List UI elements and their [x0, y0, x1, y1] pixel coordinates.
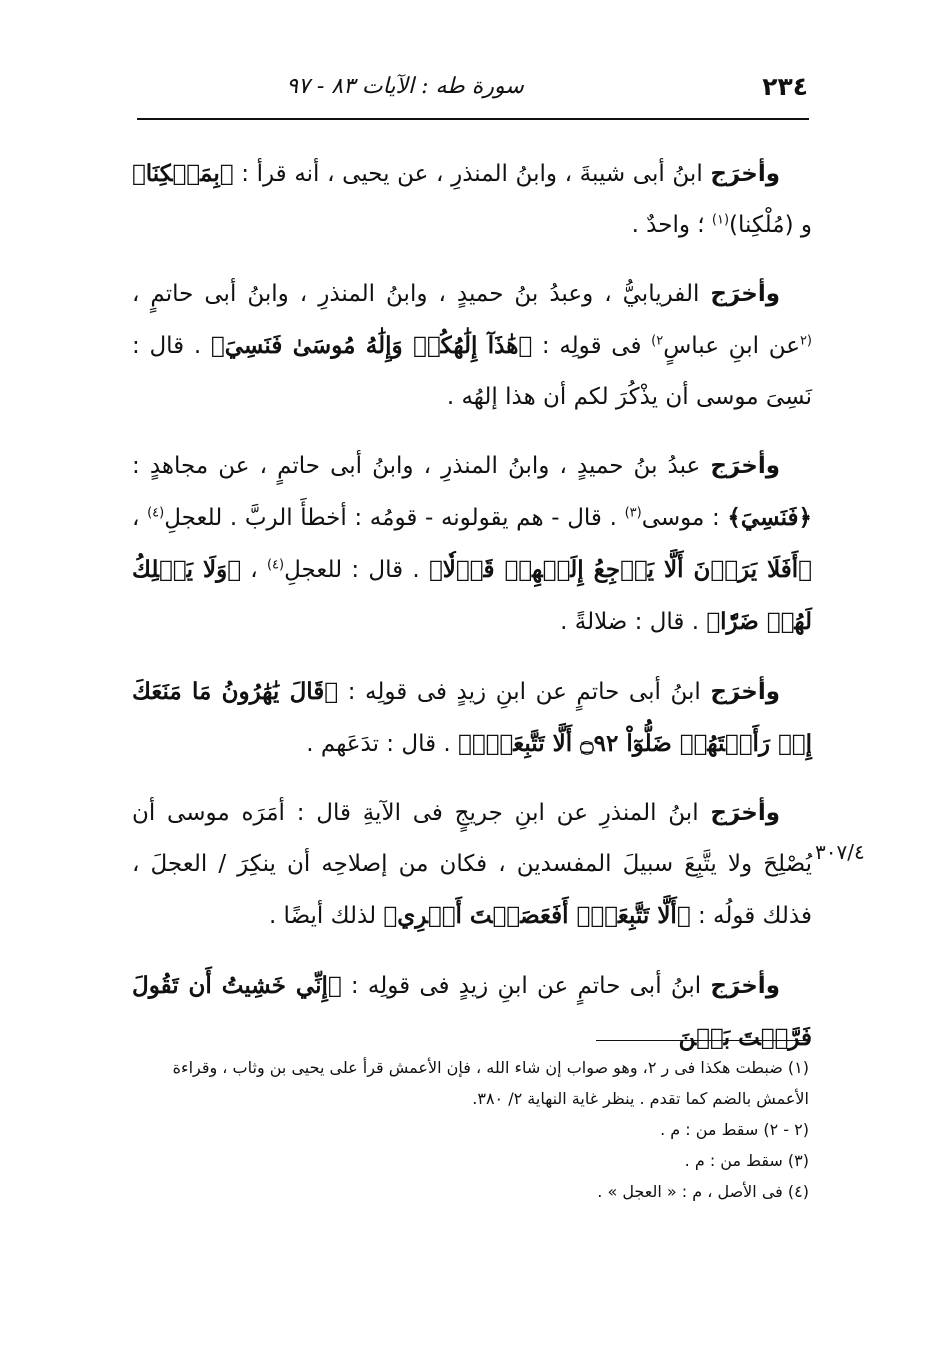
paragraph-6 [132, 960, 812, 1064]
paragraph-text: ، [132, 505, 148, 531]
footnote-2: (٢ - ٢) سقط من : م . [660, 1120, 809, 1139]
paragraph-lead: وأخرَج [710, 281, 780, 307]
footnote-1: (١) ضبطت هكذا فى ر ٢، وهو صواب إن شاء الله ، فإن الأعمش قرأ على يحيى بن وثاب ، وقراءة الأعمش بالضم كما تقدم . ينظر غاية النهاية ٢/ ٣٨٠. [172, 1058, 809, 1108]
quran-verse: ﴿أَفَلَا يَرَوۡنَ أَلَّا يَرۡجِعُ إِلَيۡهِمۡ قَوۡلٗا﴾ [428, 556, 812, 583]
paragraph-text: عبدُ بنُ حميدٍ ، وابنُ المنذرِ ، وابنُ أبى حاتمٍ ، عن مجاهدٍ : [132, 453, 711, 479]
paragraph-text: فى قولِه : [532, 333, 652, 359]
paragraph-lead: وأخرَج [710, 679, 780, 705]
paragraph-text: . قال : نَسِىَ موسى أن يذْكُرَ لكم أن هذا إلهُه . [132, 333, 812, 410]
paragraph-text: . قال : تدَعَهم . [306, 731, 459, 757]
page-header [135, 72, 808, 112]
quran-verse: ﴿إِنِّي خَشِيتُ أَن تَقُولَ فَرَّقۡتَ بَيۡنَ [132, 972, 812, 1051]
paragraph-2 [132, 269, 812, 423]
paragraph-text: . قال : للعجلِ [284, 557, 429, 583]
footnote-marker: (٤) [266, 557, 285, 573]
footnote-marker: (١) [711, 212, 730, 228]
footnote-4: (٤) فى الأصل ، م : « العجل » . [597, 1182, 809, 1201]
paragraph-text: عن ابنِ عباسٍ [663, 333, 800, 359]
paragraph-text: ابنُ أبى حاتمٍ عن ابنِ زيدٍ فى قولِه : [341, 973, 711, 999]
footnote-marker: ٢) [651, 333, 664, 349]
paragraph-text: ابنُ أبى حاتمٍ عن ابنِ زيدٍ فى قولِه : [338, 679, 711, 705]
paragraph-text: . قال - هم يقولونه - قومُه : أخطأَ الربَّ . للعجلِ [164, 505, 625, 531]
paragraph-5 [132, 788, 812, 942]
quran-verse: ﴿وَلَا يَمۡلِكُ لَهُمۡ ضَرّٗا﴾ [132, 556, 812, 635]
paragraph-text: ، [241, 557, 267, 583]
footnote-marker: (٣) [624, 505, 642, 521]
footnotes [133, 1052, 809, 1207]
footnote-marker: (٤) [147, 505, 165, 521]
paragraph-lead: وأخرَج [710, 973, 780, 999]
quran-verse: ﴿بِمَلۡكِنَا﴾ [132, 160, 234, 187]
paragraph-text: الفريابيُّ ، وعبدُ بنُ حميدٍ ، وابنُ المنذرِ ، وابنُ أبى حاتمٍ ، [132, 281, 711, 307]
main-text [132, 148, 812, 1082]
quran-verse: ﴿هَٰذَآ إِلَٰهُكُمۡ وَإِلَٰهُ مُوسَىٰ فَنَسِيَ﴾ [210, 332, 533, 359]
page-number: ٢٣٤ [762, 72, 808, 101]
paragraph-text: ابنُ المنذرِ عن ابنِ جريجٍ فى الآيةِ قال : أمَرَه موسى أن يُصْلِحَ ولا يتَّبِعَ سبيلَ المفسدين ، فكان من إصلاحِه أن ينكِرَ / العجلَ ، فذلك قولُه : [132, 800, 812, 929]
paragraph-lead: وأخرَج [710, 161, 780, 187]
paragraph-text: ابنُ أبى شيبةَ ، وابنُ المنذرِ ، عن يحيى ، أنه قرأ : [233, 161, 711, 187]
paragraph-text: : موسى [641, 505, 728, 531]
quran-verse: ﴿أَلَّا تَتَّبِعَنِۖ أَفَعَصَيۡتَ أَمۡرِي﴾ [383, 902, 691, 929]
paragraph-text: و (مُلْكِنا) [729, 212, 812, 238]
quran-verse: ﴿فَنَسِيَ﴾ [727, 504, 812, 531]
margin-reference: ٣٠٧/٤ [815, 840, 865, 864]
header-rule [137, 118, 809, 120]
paragraph-text: لذلك أيضًا . [268, 903, 384, 929]
footnote-3: (٣) سقط من : م . [684, 1151, 809, 1170]
running-title: سورة طه : الآيات ٨٣ - ٩٧ [286, 74, 524, 99]
paragraph-text: . قال : ضلالةً . [560, 609, 707, 635]
paragraph-text: ؛ واحدٌ . [631, 212, 712, 238]
paragraph-lead: وأخرَج [710, 453, 780, 479]
paragraph-1 [132, 148, 812, 251]
footnote-marker: (٢ [799, 333, 812, 349]
paragraph-3 [132, 441, 812, 648]
quran-verse: ﴿قَالَ يَٰهَٰرُونُ مَا مَنَعَكَ إِذۡ رَأَيۡتَهُمۡ ضَلُّوٓاْ ۝٩٢ أَلَّا تَتَّبِعَنِۖ﴾ [132, 678, 812, 757]
paragraph-lead: وأخرَج [710, 800, 780, 826]
paragraph-4 [132, 666, 812, 770]
footnote-rule [596, 1040, 808, 1041]
